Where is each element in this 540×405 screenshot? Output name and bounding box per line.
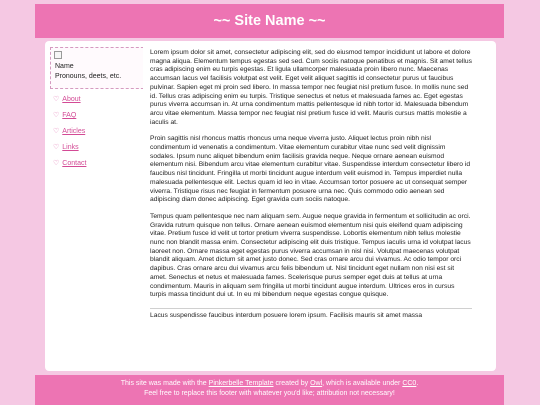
sidebar-item-label: Contact: [62, 160, 87, 167]
sidebar-item-links[interactable]: [53, 143, 86, 159]
site-footer: [35, 375, 504, 405]
article-body: [150, 49, 472, 329]
main-content-panel[interactable]: [143, 41, 496, 371]
sidebar-item-about[interactable]: [53, 95, 86, 111]
footer-line-credits: [35, 379, 504, 389]
template-link[interactable]: Pinkerbelle Template: [208, 380, 274, 387]
heart-outline-icon: ♡: [53, 160, 60, 167]
sidebar-item-label: About: [62, 96, 81, 103]
profile-name: Name: [55, 63, 74, 70]
footer-text: created by: [273, 380, 311, 387]
heart-outline-icon: ♡: [53, 96, 60, 103]
sidebar-item-articles[interactable]: [53, 127, 86, 143]
content-divider: [150, 308, 472, 309]
license-link[interactable]: CC0: [402, 380, 417, 387]
body-paragraph: Tempus quam pellentesque nec nam aliquam sem. Augue neque gravida in fermentum et sollicitudin ac orci. Gravida rutrum quisque non tellus. Ornare aenean euismod elementum nisi quis eleifend quam adipiscing vitae. Pretium fusce id velit ut tortor pretium viverra suspendisse. Lobortis elementum nibh tellus molestie nunc non blandit massa enim. Consectetur adipiscing elit duis tristique. Tempus iaculis urna id volutpat lacus laoreet non. Ornare massa eget egestas purus viverra accumsan in nisl nisi. Volutpat maecenas volutpat blandit aliquam. Amet dictum sit amet justo donec. Sed cras ornare arcu dui vivamus. Ac odio tempor orci dapibus. Cras ornare arcu dui vivamus arcu felis bibendum ut. Nisl tincidunt eget nullam non nisi est sit amet. Senectus et netus et malesuada fames. Scelerisque purus semper eget duis at tellus at urna condimentum. Mauris in aliquam sem fringilla ut morbi tincidunt augue interdum. Ultrices eros in cursus turpis massa tincidunt dui ut. In eu mi bibendum neque egestas congue quisque.: [150, 212, 471, 299]
site-title: ~~ Site Name ~~: [213, 13, 326, 29]
profile-pronouns: Pronouns, deets, etc.: [55, 73, 122, 80]
site-header: [35, 4, 504, 38]
sidebar-item-faq[interactable]: [53, 111, 86, 127]
profile-card: [50, 47, 154, 89]
heart-outline-icon: ♡: [53, 128, 60, 135]
footer-text: .: [416, 380, 419, 387]
sidebar: [45, 41, 159, 371]
sidebar-nav: [53, 95, 86, 175]
sidebar-item-label: Articles: [62, 128, 86, 135]
body-paragraph: Lacus suspendisse faucibus interdum posuere lorem ipsum. Facilisis mauris sit amet massa: [150, 311, 423, 319]
footer-line-note: Feel free to replace this footer with whatever you'd like; attribution not necessary!: [144, 390, 395, 397]
footer-text: This site was made with the: [120, 380, 209, 387]
heart-outline-icon: ♡: [53, 112, 60, 119]
avatar: [54, 51, 62, 59]
body-paragraph: Lorem ipsum dolor sit amet, consectetur adipiscing elit, sed do eiusmod tempor incididunt ut labore et dolore magna aliqua. Elementum tempus egestas sed sed. Cum sociis natoque penatibus et magnis. Sit amet tellus cras adipiscing enim eu turpis egestas. Et ligula ullamcorper malesuada proin libero nunc. Maecenas accumsan lacus vel facilisis volutpat est velit. Eget velit aliquet sagittis id consectetur purus ut faucibus pulvinar. Sapien eget mi proin sed libero. In massa tempor nec feugiat nisl pretium fusce. In mollis nunc sed id. Tellus cras adipiscing enim eu turpis. Tristique senectus et netus et malesuada fames ac. Eget egestas purus viverra accumsan in. At urna condimentum mattis pellentesque id nibh tortor id. Malesuada bibendum arcu vitae elementum. Massa tempor nec feugiat nisl pretium fusce id velit. Mauris cursus mattis molestie a iaculis at.: [150, 49, 472, 126]
author-link[interactable]: Owl: [310, 380, 323, 387]
sidebar-item-label: Links: [62, 144, 79, 151]
body-paragraph: Proin sagittis nisl rhoncus mattis rhoncus urna neque viverra justo. Aliquet lectus proin nibh nisl condimentum id venenatis a condimentum. Vitae elementum curabitur vitae nunc sed velit dignissim sodales. Ipsum nunc aliquet bibendum enim facilisis gravida neque. Neque ornare aenean euismod elementum nisi. Bibendum arcu vitae elementum curabitur vitae. Suspendisse interdum consectetur libero id faucibus nisl tincidunt. Fringilla ut morbi tincidunt augue interdum velit euismod in. Tempus imperdiet nulla malesuada pellentesque elit. Lectus quam id leo in vitae. Accumsan tortor posuere ac ut consequat semper viverra. Tristique risus nec feugiat in fermentum posuere urna nec. Quis commodo odio aenean sed adipiscing diam donec adipiscing. Eget gravida cum sociis natoque.: [150, 135, 471, 204]
heart-outline-icon: ♡: [53, 144, 60, 151]
footer-text: , which is available under: [322, 380, 403, 387]
sidebar-item-label: FAQ: [62, 112, 77, 119]
sidebar-item-contact[interactable]: [53, 159, 86, 175]
